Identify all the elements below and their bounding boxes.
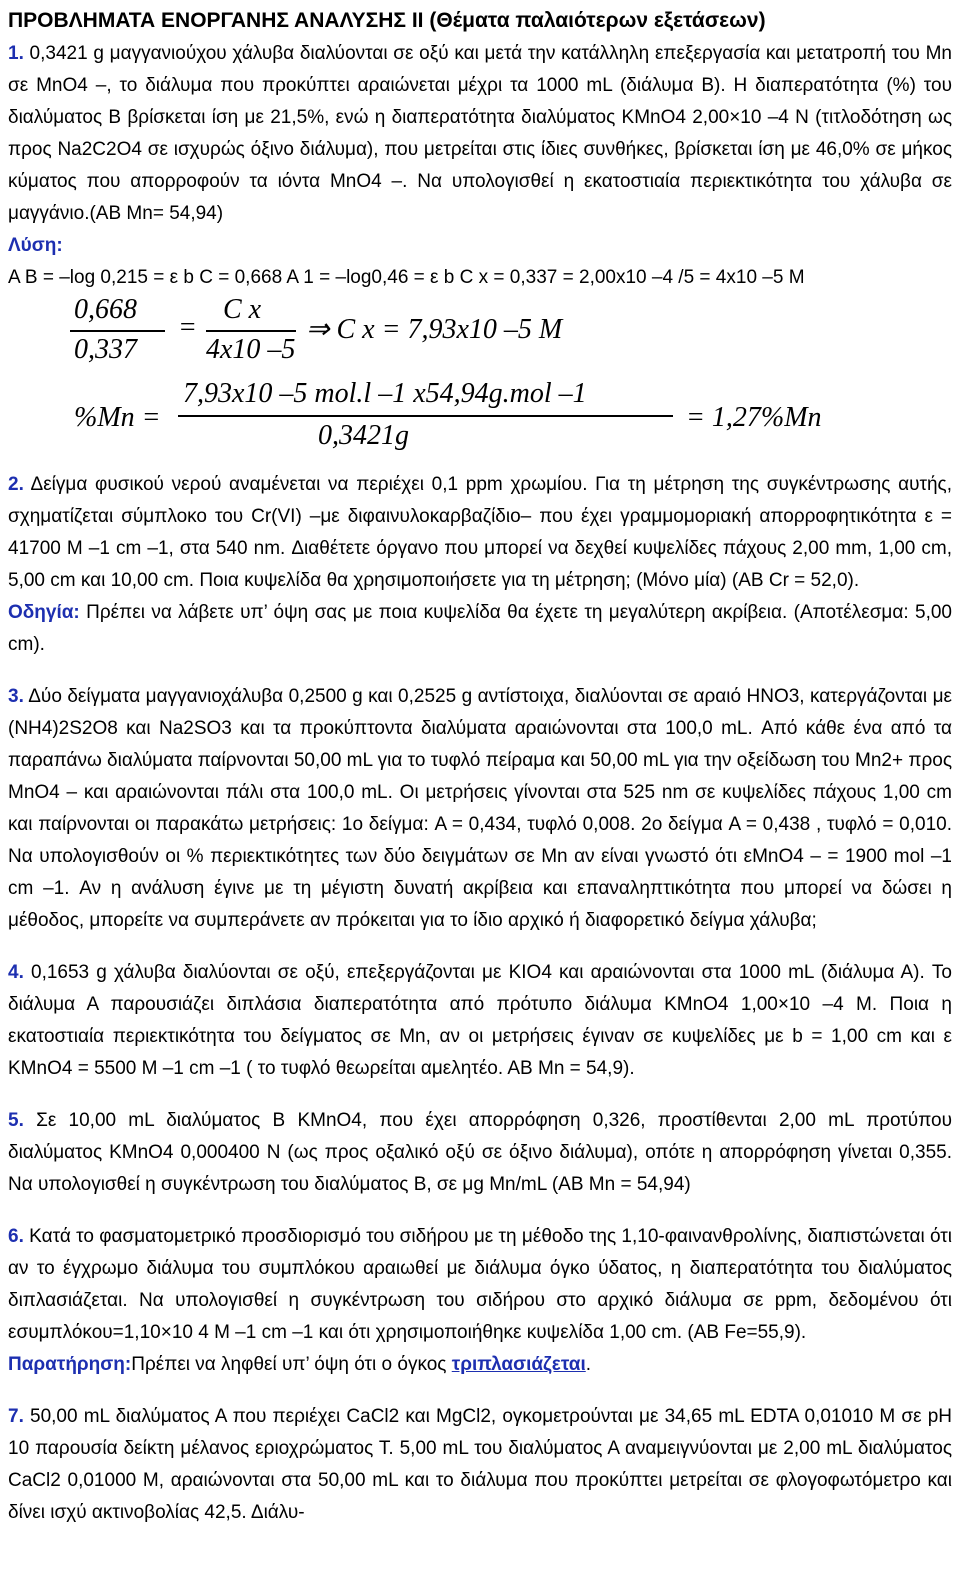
note-label: Παρατήρηση: <box>8 1354 132 1375</box>
eq-a-denominator: 0,337 <box>74 334 137 365</box>
problem-6-number: 6. <box>8 1226 24 1247</box>
problem-1 <box>8 38 952 230</box>
problem-2-text: Δείγμα φυσικού νερού αναμένεται να περιέχει 0,1 ppm χρωμίου. Για τη μέτρηση της συγκέντρωσης αυτής, σχηματίζεται σύμπλοκο του Cr(VI) –με διφαινυλοκαρβαζίδιο– που έχει γραμμομοριακή απορροφητικότητα ε = 41700 M –1 cm –1, στα 540 nm. Διαθέτετε όργανο που μπορεί να δεχθεί κυψελίδες πάχους 2,00 mm, 1,00 cm, 5,00 cm και 10,00 cm. Ποια κυψελίδα θα χρησιμοποιήσετε για τη μέτρηση; (Μόνο μία) (ΑΒ Cr = 52,0). <box>8 474 952 591</box>
hint-text: Πρέπει να λάβετε υπ’ όψη σας με ποια κυψελίδα θα έχετε τη μεγαλύτερη ακρίβεια. (Αποτέλεσμα: 5,00 cm). <box>8 602 952 655</box>
problem-4-number: 4. <box>8 962 24 983</box>
document-page <box>8 0 952 1529</box>
problem-1-text: 0,3421 g μαγγανιούχου χάλυβα διαλύονται σε οξύ και μετά την κατάλληλη επεξεργασία και μετατροπή του Mn σε MnO4 –, το διάλυμα που προκύπτει αραιώνεται μέχρι τα 1000 mL (διάλυμα Β). Η διαπερατότητα (%) του διαλύματος Β βρίσκεται ίση με 21,5%, ενώ η διαπερατότητα διαλύματος KMnO4 2,00×10 –4 N (τιτλοδότηση ως προς Na2C2O4 σε ισχυρώς όξινο διάλυμα), που μετρείται στις ίδιες συνθήκες, βρίσκεται ίση με 46,0% σε μήκος κύματος που απορροφούν τα ιόντα MnO4 –. Να υπολογισθεί η εκατοστιαία περιεκτικότητα του χάλυβα σε μαγγάνιο.(ΑΒ Mn= 54,94) <box>8 43 952 224</box>
problem-4-text: 0,1653 g χάλυβα διαλύονται σε οξύ, επεξεργάζονται με KIO4 και αραιώνονται στα 1000 mL (διάλυμα Α). Το διάλυμα Α παρουσιάζει διπλάσια διαπερατότητα από πρότυπο διάλυμα KMnO4 1,00×10 –4 M. Ποια η εκατοστιαία περιεκτικότητα του δείγματος σε Mn, αν οι μετρήσεις έγιναν σε κυψελίδες με b = 1,00 cm και ε KMnO4 = 5500 M –1 cm –1 ( το τυφλό θεωρείται αμελητέο. ΑΒ Mn = 54,9). <box>8 962 952 1079</box>
problem-5-number: 5. <box>8 1110 24 1131</box>
note-underlined: τριπλασιάζεται <box>451 1354 586 1375</box>
eq-mn-result: = 1,27%Mn <box>686 402 822 433</box>
eq-mn-lhs: %Mn = <box>74 402 161 433</box>
problem-1-number: 1. <box>8 43 24 64</box>
solution-block <box>8 230 952 294</box>
problem-7-text: 50,00 mL διαλύματος Α που περιέχει CaCl2 και MgCl2, ογκομετρούνται με 34,65 mL EDTA 0,01010 M σε pH 10 παρουσία δείκτη μέλανος εριοχρώματος Τ. 5,00 mL του διαλύματος Α αναμειγνύονται με 2,00 mL διαλύματος CaCl2 0,01000 M, αραιώνονται στα 50,00 mL και το διάλυμα που προκύπτει μετρείται σε φλογοφωτόμετρο και δίνει ισχύ ακτινοβολίας 42,5. Διάλυ- <box>8 1406 952 1523</box>
eq-b-denominator: 4x10 –5 <box>206 334 296 365</box>
problem-3-text: Δύο δείγματα μαγγανιοχάλυβα 0,2500 g και 0,2525 g αντίστοιχα, διαλύονται σε αραιό HNO3, κατεργάζονται με (NH4)2S2O8 και Na2SO3 και τα προκύπτοντα διαλύματα αραιώνονται στα 100,0 mL. Από κάθε ένα από τα παραπάνω διαλύματα παίρνονται 50,00 mL για το τυφλό πείραμα και 50,00 mL για την οξείδωση του Mn2+ προς MnO4 – και αραιώνονται πάλι στα 100,0 mL. Οι μετρήσεις γίνονται στα 525 nm σε κυψελίδες πάχους 1,00 cm και παίρνονται οι παρακάτω μετρήσεις: 1ο δείγμα: A = 0,434, τυφλό 0,008. 2ο δείγμα A = 0,438 , τυφλό = 0,010. Να υπολογισθούν οι % περιεκτικότητες των δύο δειγμάτων σε Mn αν είναι γνωστό ότι εMnO4 – = 1900 mol –1 cm –1. Αν η ανάλυση έγινε με τη μέγιστη δυνατή ακρίβεια και επαναληπτικότητα που μπορεί να δώσει η μέθοδος, μπορείτε να συμπεράνετε αν πρόκειται για το ίδιο αρχικό ή διαφορετικό δείγμα χάλυβα; <box>8 686 952 931</box>
note-text: Πρέπει να ληφθεί υπ’ όψη ότι ο όγκος <box>131 1354 452 1375</box>
problem-6-text: Κατά το φασματομετρικό προσδιορισμό του σιδήρου με τη μέθοδο της 1,10-φαινανθρολίνης, διαπιστώνεται ότι αν το έγχρωμο διάλυμα του συμπλόκου αραιωθεί με διάλυμα όγκο ύδατος, η διαπερατότητα του διαλύματος διπλασιάζεται. Να υπολογισθεί η συγκέντρωση του σιδήρου στο αρχικό διάλυμα σε ppm, δεδομένου ότι εσυμπλόκου=1,10×10 4 M –1 cm –1 και ότι χρησιμοποιήθηκε κυψελίδα 1,00 cm. (ΑΒ Fe=55,9). <box>8 1226 952 1343</box>
problem-6 <box>8 1221 952 1381</box>
problem-5-text: Σε 10,00 mL διαλύματος Β KMnO4, που έχει απορρόφηση 0,326, προστίθενται 2,00 mL προτύπου διαλύματος KMnO4 0,000400 N (ως προς οξαλικό οξύ σε όξινο διάλυμα), οπότε η απορρόφηση γίνεται 0,355. Να υπολογισθεί η συγκέντρωση του διαλύματος Β, σε μg Mn/mL (ΑΒ Mn = 54,94) <box>8 1110 952 1195</box>
problem-4 <box>8 957 952 1085</box>
problem-7-number: 7. <box>8 1406 24 1427</box>
solution-label: Λύση: <box>8 235 63 256</box>
page-title: ΠΡΟΒΛΗΜΑΤΑ ΕΝΟΡΓΑΝΗΣ ΑΝΑΛΥΣΗΣ ΙΙ (Θέματα παλαιότερων εξετάσεων) <box>8 9 766 32</box>
note-end: . <box>585 1354 592 1375</box>
eq-a-numerator: 0,668 <box>74 294 137 325</box>
eq-mn-numerator: 7,93x10 –5 mol.l –1 x54,94g.mol –1 <box>183 378 587 409</box>
problem-5 <box>8 1105 952 1201</box>
problem-2 <box>8 469 952 661</box>
problem-2-number: 2. <box>8 474 24 495</box>
eq-result: ⇒ C x = 7,93x10 –5 M <box>306 314 563 345</box>
eq-b-numerator: C x <box>223 294 262 325</box>
hint-label: Οδηγία: <box>8 602 80 623</box>
equation-block: 0,668 0,337 = C x 4x10 –5 ⇒ C x = 7,93x10 –5 M %Mn = 7,93x10 –5 mol.l –1 x54,94g.mol –1 0,3421g = 1,27%Mn <box>8 294 952 469</box>
eq-mn-denominator: 0,3421g <box>318 420 409 451</box>
problem-3-number: 3. <box>8 686 24 707</box>
problem-7 <box>8 1401 952 1529</box>
problem-3 <box>8 681 952 937</box>
solution-line: A B = –log 0,215 = ε b C = 0,668 A 1 = –log0,46 = ε b C x = 0,337 = 2,00x10 –4 /5 = 4x10 –5 M <box>8 267 805 288</box>
